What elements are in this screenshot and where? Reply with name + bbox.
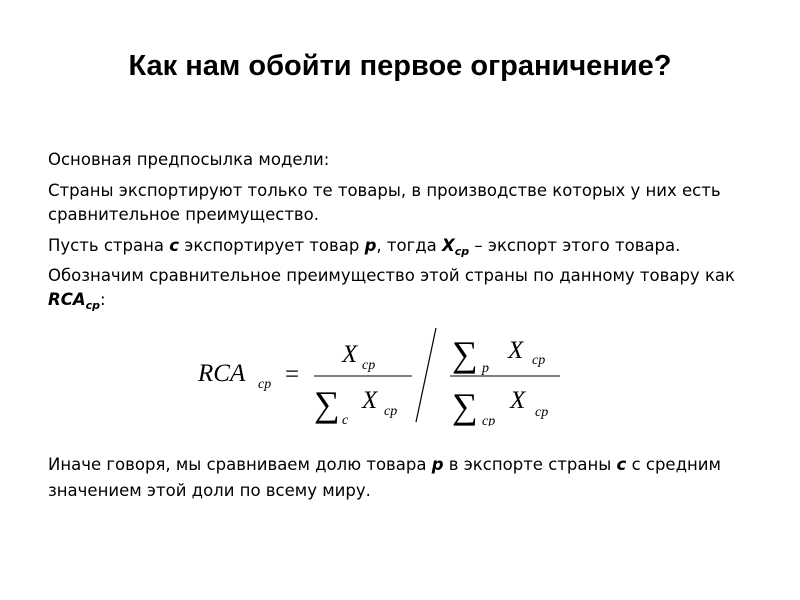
- var-x: X: [442, 236, 455, 255]
- slide-title: Как нам обойти первое ограничение?: [128, 50, 672, 82]
- rca-formula: [190, 326, 570, 426]
- conclusion-text: [48, 452, 768, 504]
- definition-text-part: Пусть страна: [48, 236, 170, 255]
- var-c: c: [616, 455, 627, 474]
- fraction1-sigma-subscript: c: [342, 413, 349, 426]
- definition-text-part: , тогда: [376, 236, 443, 255]
- definition-text-part: экспортирует товар: [179, 236, 365, 255]
- fraction1-denominator-x: X: [362, 387, 378, 414]
- definition-text-part: :: [100, 290, 106, 309]
- var-p: p: [431, 455, 444, 474]
- var-rca-subscript: cp: [85, 299, 100, 312]
- var-c: c: [169, 236, 180, 255]
- definition-text-part: – экспорт этого товара. Обозначим сравнительное преимущество этой страны по данному товару как: [48, 236, 735, 285]
- var-p: p: [364, 236, 377, 255]
- fraction2-numerator-x: X: [508, 337, 524, 364]
- rca-formula-svg: [190, 326, 570, 426]
- fraction1-denominator-subscript: cp: [384, 404, 398, 419]
- var-xcp: [442, 236, 470, 258]
- fraction2-denominator-x: X: [510, 387, 526, 414]
- formula-equals: =: [285, 361, 300, 388]
- conclusion-text-part: с средним значением этой доли по всему миру.: [48, 455, 721, 500]
- conclusion-text-part: в экспорте страны: [443, 455, 617, 474]
- premise-heading: Основная предпосылка модели:: [48, 150, 330, 169]
- conclusion-text-part: Иначе говоря, мы сравниваем долю товара: [48, 455, 432, 474]
- fraction2-numerator-sigma-subscript: p: [482, 361, 489, 376]
- definition-text: [48, 234, 768, 318]
- formula-lhs: RCA: [198, 360, 246, 387]
- premise-text: Страны экспортируют только те товары, в производстве которых у них есть сравнительное преимущество.: [48, 181, 721, 224]
- fraction1-numerator-x: X: [342, 341, 358, 368]
- division-slash: [416, 328, 436, 422]
- slide-body: [48, 148, 768, 325]
- fraction2-denominator-sigma-subscript: cp: [482, 414, 496, 426]
- fraction1-numerator-subscript: cp: [362, 358, 376, 373]
- var-rcacp: [48, 290, 100, 312]
- fraction2-numerator-subscript: cp: [532, 353, 546, 368]
- var-x-subscript: cp: [454, 245, 470, 258]
- fraction2-denominator-subscript: cp: [535, 405, 549, 420]
- fraction2-sigma-icon-bottom: ∑: [452, 386, 478, 426]
- formula-lhs-subscript: cp: [258, 377, 272, 392]
- var-rca: RCA: [48, 290, 86, 309]
- fraction1-sigma-icon: ∑: [314, 384, 340, 424]
- fraction2-sigma-icon-top: ∑: [452, 334, 478, 374]
